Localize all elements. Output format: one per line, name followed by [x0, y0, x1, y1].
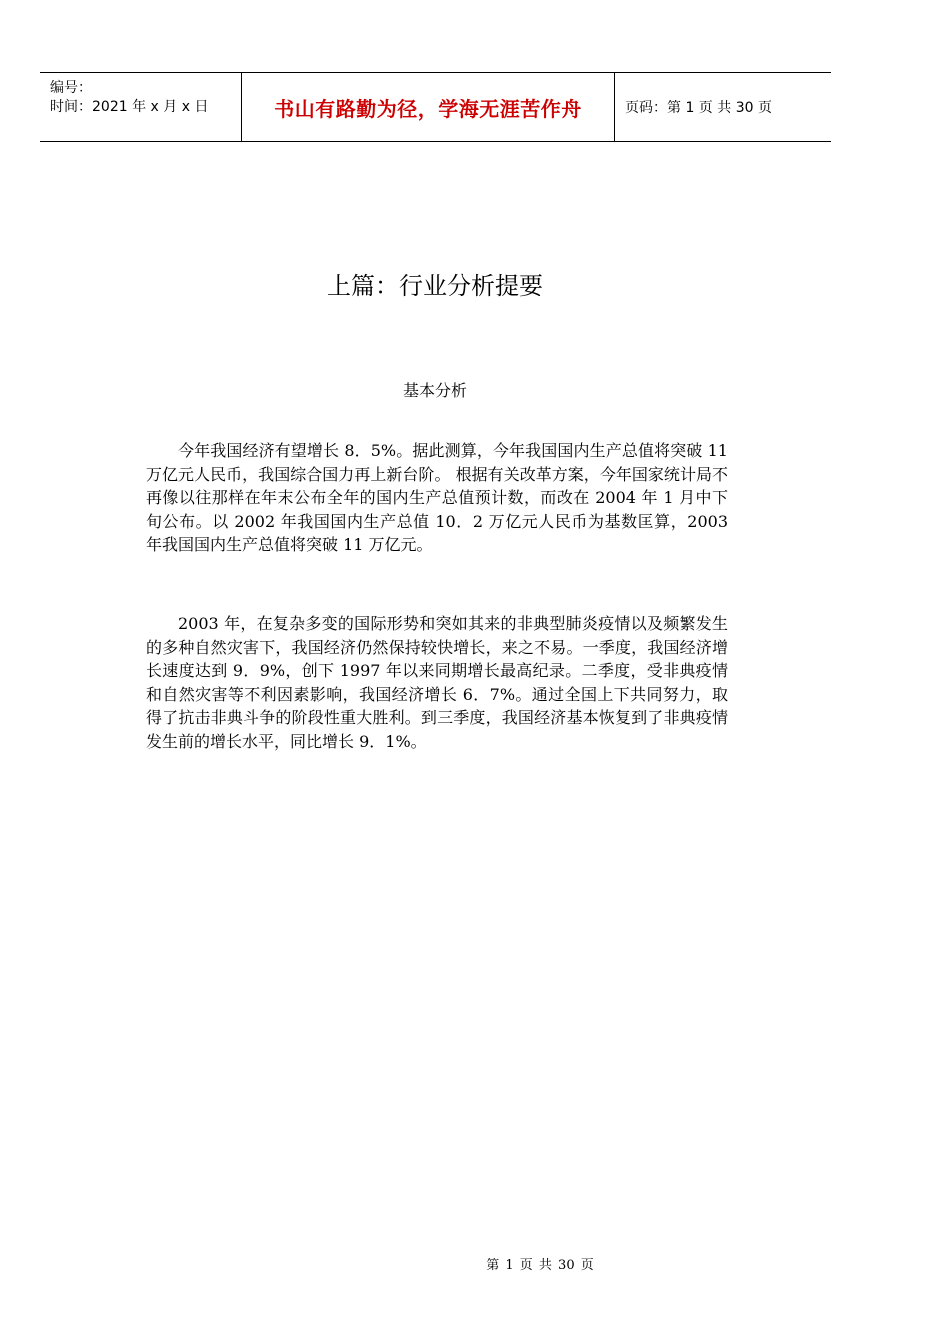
header-meta-cell	[40, 73, 242, 141]
serial-number-label: 编号：	[50, 80, 92, 96]
body-paragraph: 2003 年，在复杂多变的国际形势和突如其来的非典型肺炎疫情以及频繁发生的多种自然灾害下，我国经济仍然保持较快增长，来之不易。一季度，我国经济增长速度达到 9．9%，创下 1997 年以来同期增长最高纪录。二季度，受非典疫情和自然灾害等不利因素影响，我国经济增长 6．7%。通过全国上下共同努力，取得了抗击非典斗争的阶段性重大胜利。到三季度，我国经济基本恢复到了非典疫情发生前的增长水平，同比增长 9．1%。	[146, 614, 728, 751]
section-title: 基本分析	[402, 381, 467, 400]
motto-text: 书山有路勤为径，学海无涯苦作舟	[274, 96, 582, 121]
date-label: 时间：2021 年 x 月 x 日	[50, 99, 209, 115]
header-table	[40, 72, 831, 142]
header-motto-cell	[242, 73, 615, 141]
page-info: 页码：第 1 页 共 30 页	[625, 100, 772, 116]
header-page-cell	[615, 73, 831, 141]
body-paragraph: 今年我国经济有望增长 8．5%。据此测算，今年我国国内生产总值将突破 11 万亿元人民币，我国综合国力再上新台阶。 根据有关改革方案，今年国家统计局不再像以往那样在年末公布全年的国内生产总值预计数，而改在 2004 年 1 月中下旬公布。以 2002 年我国国内生产总值 10．2 万亿元人民币为基数匡算，2003 年我国国内生产总值将突破 11 万亿元。	[146, 441, 728, 555]
document-title: 上篇：行业分析提要	[327, 272, 543, 300]
page-footer: 第 1 页 共 30 页	[486, 1258, 594, 1273]
